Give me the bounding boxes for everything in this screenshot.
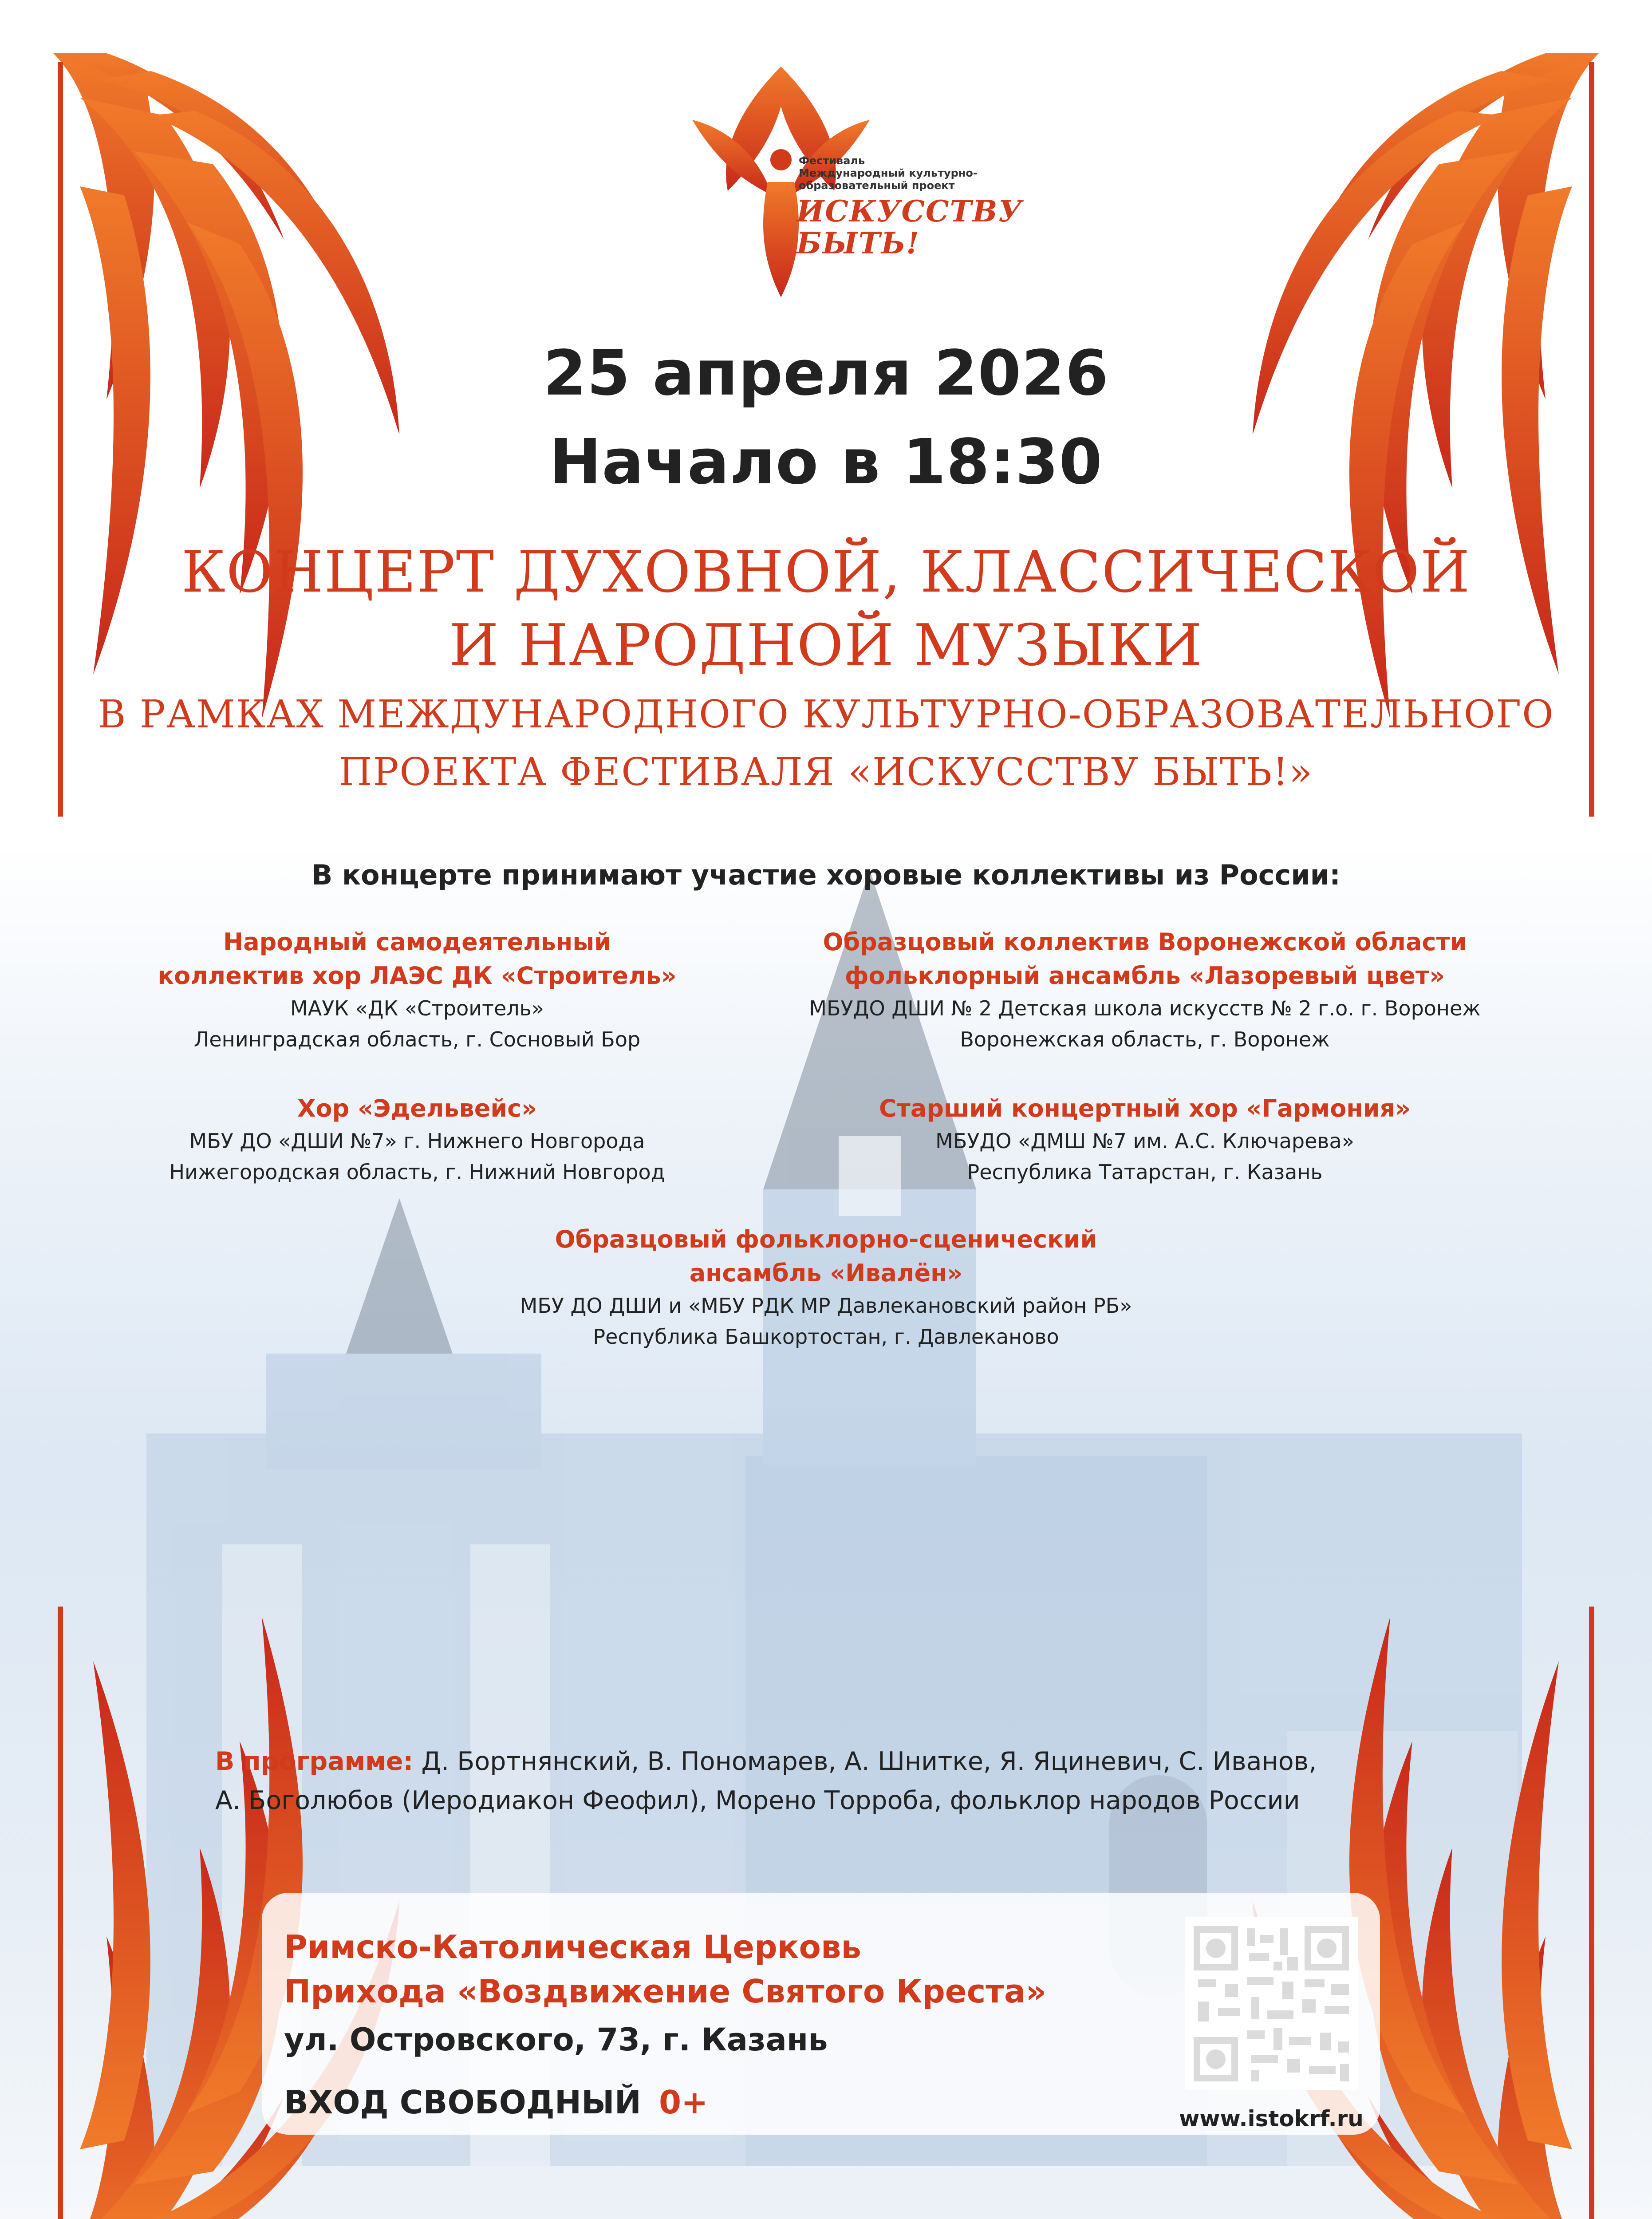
group-location: Ленинградская область, г. Сосновый Бор [193, 1027, 641, 1051]
venue-address: ул. Островского, 73, г. Казань [284, 2022, 828, 2058]
group-name: Хор «Эдельвейс» [297, 1094, 537, 1122]
logo-big-line2: БЫТЬ! [796, 226, 920, 261]
logo-title [796, 195, 1023, 259]
logo-small-line1: Фестиваль [799, 154, 865, 167]
logo-small-line2: Международный культурно- [799, 167, 978, 179]
group-name: Старший концертный хор «Гармония» [879, 1094, 1411, 1122]
participant-group [0, 1223, 1652, 1352]
participant-group [759, 1092, 1531, 1188]
group-name: Образцовый фольклорно-сценический [555, 1225, 1097, 1253]
concert-subtitle-line2: ПРОЕКТА ФЕСТИВАЛЯ «ИСКУССТВУ БЫТЬ!» [339, 750, 1313, 794]
venue-name-line1: Римско-Католическая Церковь [284, 1928, 862, 1966]
group-location: Нижегородская область, г. Нижний Новгород [169, 1160, 665, 1184]
participant-group [759, 925, 1531, 1055]
group-name: фольклорный ансамбль «Лазоревый цвет» [844, 962, 1445, 990]
concert-title-line2: И НАРОДНОЙ МУЗЫКИ [449, 612, 1203, 679]
group-name: Образцовый коллектив Воронежской области [823, 928, 1467, 956]
group-institution: МБУДО «ДМШ №7 им. А.С. Ключарева» [935, 1129, 1354, 1153]
venue-name-line2: Прихода «Воздвижение Святого Креста» [284, 1973, 1047, 2010]
logo-big-line1: ИСКУССТВУ [796, 194, 1023, 229]
group-name: ансамбль «Ивалён» [689, 1259, 963, 1287]
concert-title-line1: КОНЦЕРТ ДУХОВНОЙ, КЛАССИЧЕСКОЙ [181, 539, 1471, 605]
group-institution: МБУ ДО ДШИ и «МБУ РДК МР Давлекановский район РБ» [520, 1294, 1132, 1318]
group-location: Республика Башкортостан, г. Давлеканово [593, 1325, 1059, 1349]
group-location: Республика Татарстан, г. Казань [967, 1160, 1323, 1184]
participants-intro: В концерте принимают участие хоровые коллективы из России: [311, 859, 1341, 891]
participant-group [115, 925, 719, 1055]
logo-small-line3: образовательный проект [799, 179, 955, 192]
event-start-time: Начало в 18:30 [549, 426, 1103, 498]
logo-caption [799, 154, 978, 192]
program-composers-2: А. Боголюбов (Иеродиакон Феофил), Морено Торроба, фольклор народов России [215, 1786, 1300, 1815]
group-institution: МБУДО ДШИ № 2 Детская школа искусств № 2 г.о. г. Воронеж [809, 996, 1481, 1020]
group-name: коллектив хор ЛАЭС ДК «Строитель» [158, 962, 677, 990]
group-institution: МАУК «ДК «Строитель» [290, 996, 544, 1020]
program-label: В программе: [215, 1747, 414, 1776]
program-composers-1: Д. Бортнянский, В. Пономарев, А. Шнитке, Я. Яциневич, С. Иванов, [421, 1747, 1317, 1776]
group-name: Народный самодеятельный [223, 928, 611, 956]
age-rating: 0+ [659, 2084, 708, 2121]
website-link[interactable]: www.istokrf.ru [1179, 2106, 1364, 2132]
program-block [215, 1742, 1317, 1820]
group-location: Воронежская область, г. Воронеж [960, 1027, 1330, 1051]
entry-free: ВХОД СВОБОДНЫЙ [284, 2084, 642, 2121]
entry-info [284, 2084, 708, 2121]
participant-group [115, 1092, 719, 1188]
group-institution: МБУ ДО «ДШИ №7» г. Нижнего Новгорода [189, 1129, 645, 1153]
program-line1 [215, 1742, 1317, 1781]
event-date: 25 апреля 2026 [543, 337, 1109, 410]
concert-subtitle-line1: В РАМКАХ МЕЖДУНАРОДНОГО КУЛЬТУРНО-ОБРАЗОВАТЕЛЬНОГО [98, 692, 1554, 737]
